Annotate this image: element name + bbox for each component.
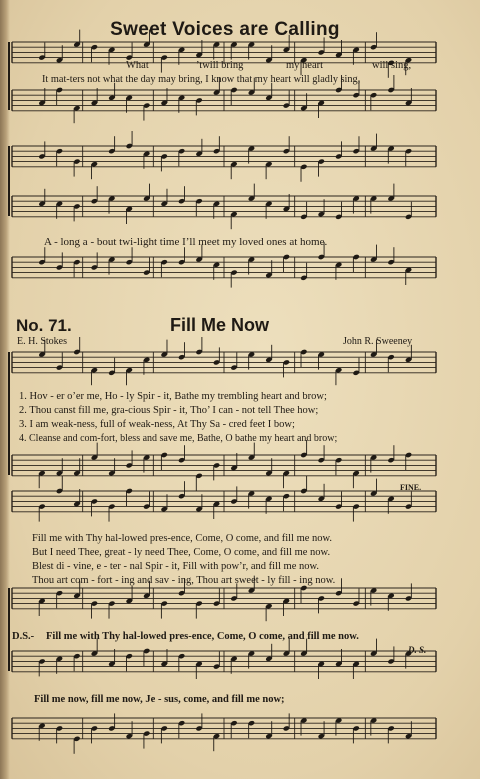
chorus-line: Fill me with Thy hal-lowed pres-ence, Come, O come, and fill me now. bbox=[32, 533, 333, 544]
refrain-line: Fill me now, fill me now, Je - sus, come, and fill me now; bbox=[34, 694, 285, 705]
chorus-line: Thou art com - fort - ing and sav - ing, Thou art sweet - ly fill - ing now. bbox=[32, 575, 336, 586]
hymn-number: No. 71. bbox=[16, 316, 72, 335]
ds-mark: D. S. bbox=[408, 645, 427, 655]
lyricist-credit: E. H. Stokes bbox=[17, 336, 67, 347]
ds-prefix: D.S.- bbox=[12, 631, 35, 642]
hymn-title: Fill Me Now bbox=[170, 315, 269, 335]
composer-credit: John R. Sweeney bbox=[343, 336, 413, 347]
chorus-line: Blest di - vine, e - ter - nal Spir - it, Fill with pow’r, and fill me now. bbox=[32, 561, 320, 572]
song-title: Sweet Voices are Calling bbox=[110, 19, 340, 40]
lyric-fragment: What bbox=[126, 60, 149, 71]
lyric-fragment: ’twill bring bbox=[196, 60, 244, 71]
lyric-line: A - long a - bout twi-light time I’ll meet my loved ones at home. bbox=[44, 236, 328, 248]
lyric-fragment: will sing, bbox=[372, 60, 412, 71]
fine-mark: FINE. bbox=[400, 483, 422, 492]
lyric-fragment: my heart bbox=[286, 60, 324, 71]
verse-line: 3. I am weak-ness, full of weak-ness, At Thy Sa - cred feet I bow; bbox=[19, 419, 295, 430]
lyric-line: It mat-ters not what the day may bring, I know that my heart will gladly sing, bbox=[42, 74, 361, 85]
verse-line: 4. Cleanse and com-fort, bless and save me, Bathe, O bathe my heart and brow; bbox=[19, 433, 338, 444]
ds-line: Fill me with Thy hal-lowed pres-ence, Come, O come, and fill me now. bbox=[46, 631, 359, 642]
verse-line: 2. Thou canst fill me, gra-cious Spir - it, Tho’ I can - not tell Thee how; bbox=[19, 405, 319, 416]
chorus-line: But I need Thee, great - ly need Thee, Come, O come, and fill me now. bbox=[32, 547, 331, 558]
verse-line: 1. Hov - er o’er me, Ho - ly Spir - it, Bathe my trembling heart and brow; bbox=[19, 391, 327, 402]
